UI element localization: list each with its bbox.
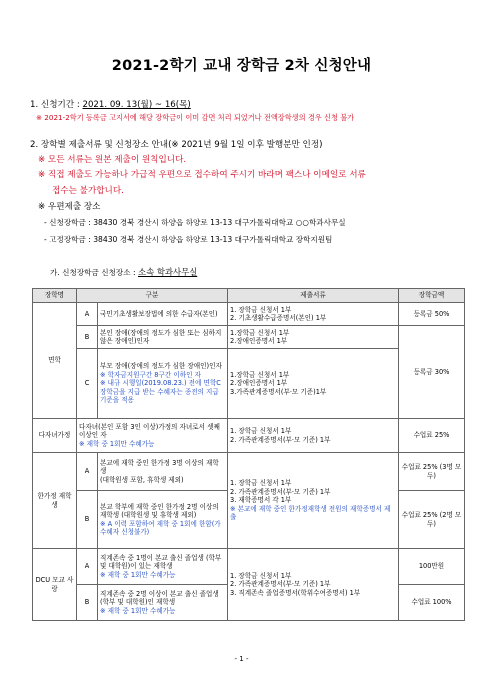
- grade-cell: A: [77, 303, 98, 326]
- doc-item: 3.가족관계증명서(부·모 기준)1부: [230, 387, 327, 396]
- doc-item: 1.장학금 신청서 1부: [230, 370, 290, 379]
- row-name-dcu: DCU 모교 사랑: [33, 549, 77, 621]
- desc-note: ※ 학자금지원구간 8구간 이하인 자: [100, 370, 201, 379]
- desc-note: ※ A 이력 포함하여 재학 중 1회에 한함(가 수혜자 신청불가): [100, 519, 221, 536]
- row-name-hangajeong: 한가정 재학생: [33, 453, 77, 549]
- doc-item: 2.장애인증명서 1부: [230, 337, 288, 345]
- table-row: [33, 453, 465, 491]
- amount-cell: 등록금 50%: [399, 303, 465, 326]
- grade-cell: A: [77, 453, 98, 491]
- desc-line: (대학원생 포함, 휴학생 제외): [100, 475, 184, 484]
- table-row: [33, 419, 465, 453]
- amount-cell: 수업료 25% (3명 모두): [399, 453, 465, 491]
- page-number: - 1 -: [234, 655, 249, 663]
- page-title: 2021-2학기 교내 장학금 2차 신청안내: [111, 58, 372, 74]
- docs-cell: [228, 303, 399, 326]
- header-docs: 제출서류: [228, 289, 399, 303]
- docs-cell: [228, 549, 399, 621]
- header-name: 장학명: [33, 289, 77, 303]
- row-name-myeonhak: 면학: [33, 303, 77, 419]
- amount-cell: 수업료 25% (2명 모두): [399, 491, 465, 549]
- desc-line: 부모 장애(장애의 정도가 심한 장애인)인자: [100, 362, 222, 371]
- amount-cell: 수업료 25%: [399, 419, 465, 453]
- desc-line: 다자녀(본인 포함 3인 이상)가정의 자녀로서 셋째 이상인 자: [79, 422, 220, 440]
- amount-cell: 수업료 100%: [399, 585, 465, 621]
- mail-address-1: - 신청장학금 : 38430 경북 경산시 하양읍 하양로 13-13 대구가톨릭대학교 ○○학과사무실: [44, 218, 346, 227]
- note-original: ※ 모든 서류는 원본 제출이 원칙입니다.: [38, 155, 187, 165]
- doc-item: 1. 장학금 신청서 1부: [230, 571, 292, 580]
- note-mail-2: 접수는 불가합니다.: [52, 186, 124, 196]
- table-header-row: [33, 289, 465, 303]
- scholarship-table: [32, 288, 465, 621]
- doc-note: ※ 본교에 재학 중인 한가정재학생 전원의 재학증명서 제출: [230, 504, 391, 522]
- table-row: [33, 303, 465, 326]
- docs-cell: [228, 349, 399, 419]
- amount-cell: 100만원: [399, 549, 465, 585]
- desc-line: 직계존속 중 2명 이상이 본교 출신 졸업생(학부 및 대학원)인 재학생: [100, 589, 219, 607]
- doc-item: 2. 가족관계증명서(부·모 기준) 1부: [230, 435, 331, 444]
- doc-item: 1. 장학금 신청서 1부: [230, 305, 292, 314]
- desc-line: 본교에 재학 중인 한가정 3명 이상의 재학생: [100, 458, 219, 476]
- doc-item: 3. 재학증명서 각 1부: [230, 496, 292, 505]
- desc-line: 본교 학부에 재학 중인 한가정 2명 이상의 재학생 (대학원생 및 휴학생 제외): [100, 502, 219, 520]
- desc-note: ※ 재학 중 1회만 수혜가능: [79, 439, 155, 448]
- header-type: 구분: [77, 289, 228, 303]
- section-1: [30, 98, 191, 110]
- grade-cell: A: [77, 549, 98, 585]
- desc-note: ※ 재학 중 1회만 수혜가능: [100, 606, 176, 615]
- section-2-label: 2. 장학별 제출서류 및 신청장소 안내(※ 2021년 9월 1일 이후 발행분만 인정): [30, 140, 323, 150]
- doc-item: 2.장애인증명서 1부: [230, 379, 288, 388]
- note-mail-1: ※ 직접 제출도 가능하나 가급적 우편으로 접수하여 주시기 바라며 팩스나 이메일로 서류: [38, 170, 366, 180]
- docs-cell: [228, 453, 399, 549]
- mail-address-2: - 고정장학금 : 38430 경북 경산시 하양읍 하양로 13-13 대구가톨릭대학교 장학지원팀: [44, 235, 333, 244]
- desc-cell: [98, 491, 228, 549]
- doc-item: 2. 가족관계증명서(부·모 기준) 1부: [230, 487, 331, 496]
- header-amount: 장학금액: [399, 289, 465, 303]
- docs-cell: [228, 419, 399, 453]
- subsection-a: [50, 266, 197, 278]
- grade-cell: B: [77, 326, 98, 349]
- grade-cell: C: [77, 349, 98, 419]
- row-name-dajanyeo: 다자녀가정: [33, 419, 77, 453]
- doc-item: 3. 직계존속 졸업증명서(학위수여증명서) 1부: [230, 588, 361, 597]
- desc-cell: [77, 419, 228, 453]
- grade-cell: B: [77, 585, 98, 621]
- desc-cell: 본인 장애(장애의 정도가 심한 또는 심하지 않은 장애인)인자: [98, 326, 228, 349]
- desc-note: ※ 내규 시행일(2019.08.23.) 전에 면학C장학금을 지급 받는 수혜자는 종전의 지급기준을 적용: [100, 379, 221, 405]
- doc-item: 1. 장학금 신청서 1부: [230, 427, 292, 436]
- table-row: [33, 326, 465, 349]
- subsection-a-place: 소속 학과사무실: [138, 267, 198, 277]
- docs-cell: [228, 326, 399, 349]
- desc-cell: 국민기초생활보장법에 의한 수급자(본인): [98, 303, 228, 326]
- desc-cell: [98, 349, 228, 419]
- doc-item: 2. 가족관계증명서(부·모 기준) 1부: [230, 580, 331, 589]
- desc-cell: [98, 453, 228, 491]
- amount-cell: 등록금 30%: [399, 326, 465, 419]
- desc-cell: [98, 585, 228, 621]
- subsection-a-label: 가. 신청장학금 신청장소 :: [50, 268, 136, 277]
- period-value: 2021. 09. 13(월) ~ 16(목): [82, 100, 191, 110]
- period-note: ※ 2021-2학기 등록금 고지서에 해당 장학금이 이미 감면 처리 되었거나 전액장학생의 경우 신청 불가: [36, 113, 355, 122]
- doc-item: 2. 기초생활수급증명서(본인) 1부: [230, 314, 327, 322]
- doc-item: 1.장학금 신청서 1부: [230, 328, 290, 337]
- desc-line: 직계존속 중 1명이 본교 출신 졸업생 (학부 및 대학원)이 있는 재학생: [100, 553, 222, 571]
- period-label: 1. 신청기간 :: [30, 100, 80, 110]
- desc-note: ※ 재학 중 1회만 수혜가능: [100, 570, 176, 579]
- desc-cell: [98, 549, 228, 585]
- mail-heading: ※ 우편제출 장소: [38, 202, 101, 212]
- table-row: [33, 549, 465, 585]
- doc-item: 1. 장학금 신청서 1부: [230, 479, 292, 488]
- grade-cell: B: [77, 491, 98, 549]
